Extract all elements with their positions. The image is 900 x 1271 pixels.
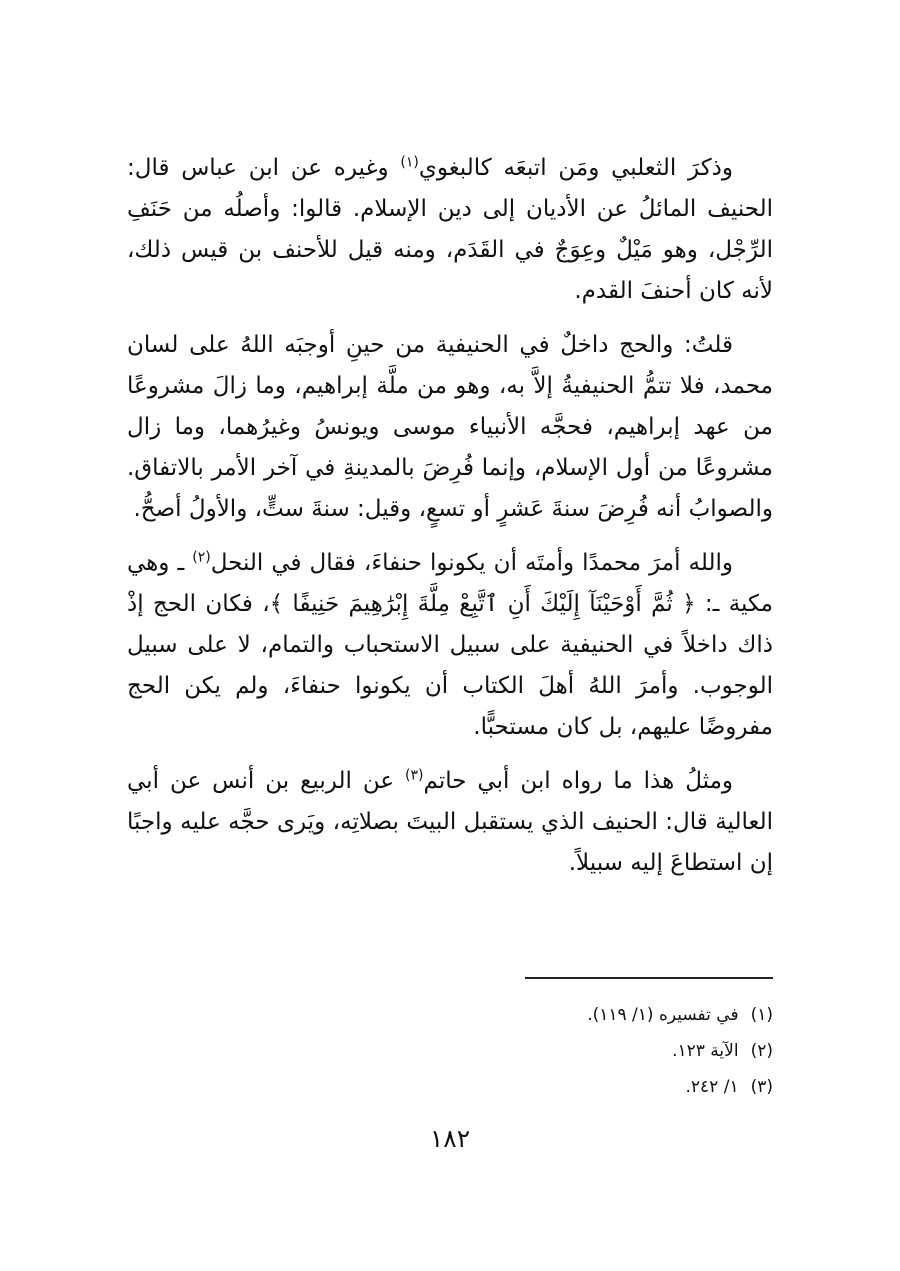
paragraph-3 [127,543,773,748]
footnote-3 [127,1069,773,1105]
footnote-text: الآية ١٢٣. [672,1041,739,1061]
paragraph-4-text-end: عن الربيع بن أنس عن أبي العالية قال: الحنيف الذي يستقبل البيتَ بصلاتِه، ويَرى حجَّه عليه واجبًا إن استطاعَ إليه سبيلاً. [127,768,773,876]
footnote-number: (١) [750,1005,773,1025]
footnote-1 [127,997,773,1033]
footnotes [127,997,773,1105]
paragraph-3-text-mid: ـ وهي مكية ـ: [127,550,773,617]
footnote-separator [525,977,773,979]
paragraph-2 [127,325,773,530]
paragraph-3-text-end: ، فكان الحج إذْ ذاك داخلاً في الحنيفية على سبيل الاستحباب والتمام، لا على سبيل الوجوب. وأمرَ اللهُ أهلَ الكتاب أن يكونوا حنفاءَ، ولم يكن الحج مفروضًا عليهم، بل كان مستحبًّا. [127,591,773,740]
paragraph-1-text-end: وغيره عن ابن عباس قال: الحنيف المائلُ عن الأديان إلى دين الإسلام. قالوا: وأصلُه من حَنَفِ الرِّجْل، وهو مَيْلٌ وعِوَجٌ في القَدَم، ومنه قيل للأحنف بن قيس ذلك، لأنه كان أحنفَ القدم. [127,155,773,304]
footnote-number: (٣) [750,1077,773,1097]
footnote-marker-2: (٢) [192,549,211,566]
footnote-text: ١/ ٢٤٢. [685,1077,739,1097]
paragraph-4 [127,761,773,884]
quran-verse: ﴿ ثُمَّ أَوْحَيْنَآ إِلَيْكَ أَنِ ٱتَّبِعْ مِلَّةَ إِبْرَٰهِيمَ حَنِيفًا ﴾ [269,591,696,617]
footnote-marker-1: (١) [400,154,419,171]
paragraph-1 [127,148,773,312]
page-number: ١٨٢ [429,1124,471,1153]
paragraph-3-text-start: والله أمرَ محمدًا وأمتَه أن يكونوا حنفاءَ، فقال في النحل [210,550,733,576]
footnote-2 [127,1033,773,1069]
footnote-number: (٢) [750,1041,773,1061]
footnote-text: في تفسيره (١/ ١١٩). [587,1005,739,1025]
paragraph-1-text-start: وذكرَ الثعلبي ومَن اتبعَه كالبغوي [418,155,733,181]
paragraph-2-text: قلتُ: والحج داخلٌ في الحنيفية من حينِ أوجبَه اللهُ على لسان محمد، فلا تتمُّ الحنيفيةُ إلاَّ به، وهو من ملَّة إبراهيم، وما زالَ مشروعًا من عهد إبراهيم، فحجَّه الأنبياء موسى ويونسُ وغيرُهما، وما زال مشروعًا من أول الإسلام، وإنما فُرِضَ بالمدينةِ في آخر الأمر بالاتفاق. والصوابُ أنه فُرِضَ سنةَ عَشرٍ أو تسعٍ، وقيل: سنةَ ستٍّ، والأولُ أصحُّ. [127,332,773,522]
paragraph-4-text-start: ومثلُ هذا ما رواه ابن أبي حاتم [423,768,733,794]
main-text [127,148,773,897]
footnote-marker-3: (٣) [405,767,424,784]
